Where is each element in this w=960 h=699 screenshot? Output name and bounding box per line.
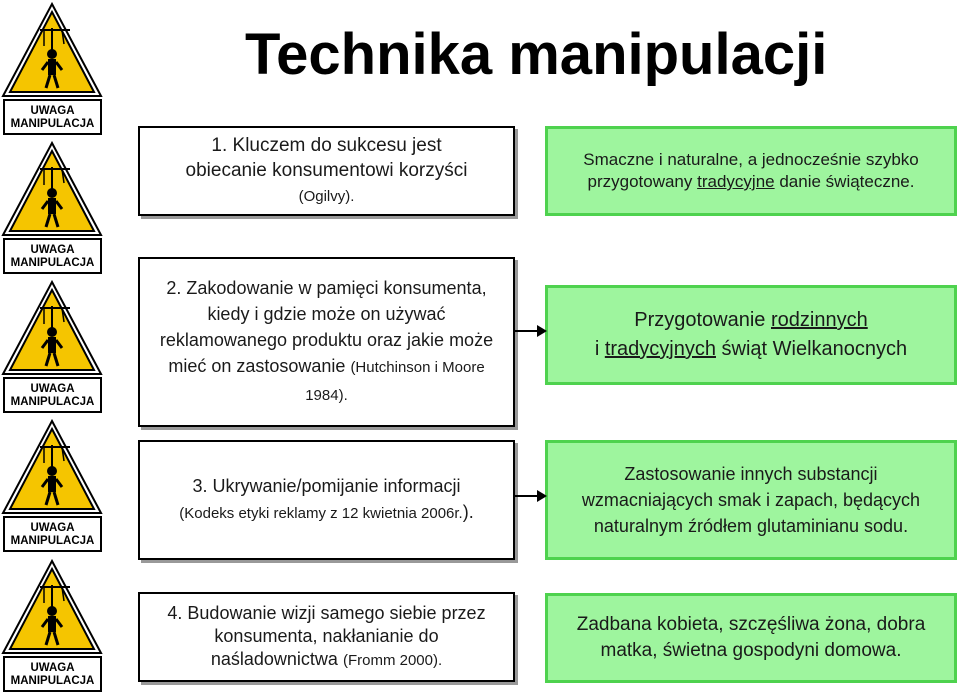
warning-sign	[0, 417, 105, 552]
technique-reference: (Kodeks etyki reklamy z 12 kwietnia 2006r.	[179, 505, 463, 522]
warning-sign	[0, 278, 105, 413]
technique-text: 4. Budowanie wizji samego siebie przez konsumenta, nakłanianie do naśladownictwa	[167, 603, 486, 669]
warning-sign	[0, 0, 105, 135]
example-box-1	[545, 126, 957, 216]
technique-reference: (Fromm 2000).	[342, 652, 443, 669]
warning-sign	[0, 139, 105, 274]
technique-box-3	[138, 440, 515, 560]
example-text: świąt Wielkanocnych	[721, 338, 908, 360]
example-text: Zadbana kobieta, szczęśliwa żona, dobra matka, świetna gospodyni domowa.	[576, 614, 926, 661]
example-text: i	[594, 338, 600, 360]
example-text: Zastosowanie innych substancji wzmacniających smak i zapach, będących naturalnym źródłem glutaminianu sodu.	[581, 464, 921, 536]
technique-text: 3. Ukrywanie/pomijanie informacji	[192, 476, 461, 496]
page-title: Technika manipulacji	[245, 22, 828, 87]
technique-box-2	[138, 257, 515, 427]
technique-box-4	[138, 592, 515, 682]
warning-triangle-icon	[0, 417, 105, 517]
example-text: danie świąteczne.	[779, 172, 915, 191]
warning-plate: UWAGA MANIPULACJA	[3, 99, 102, 135]
example-text: Smaczne i naturalne, a jednocześnie szybko przygotowany	[583, 150, 919, 191]
warning-sign	[0, 557, 105, 692]
example-emphasis: tradycyjne	[697, 172, 775, 191]
example-text: Przygotowanie	[634, 309, 766, 331]
example-emphasis: rodzinnych	[771, 309, 868, 331]
example-box-3	[545, 440, 957, 560]
technique-box-1	[138, 126, 515, 216]
technique-reference-end: ).	[462, 502, 474, 522]
warning-triangle-icon	[0, 139, 105, 239]
technique-reference: (Hutchinson i Moore 1984).	[305, 359, 485, 404]
technique-text: 1. Kluczem do sukcesu jest obiecanie konsumentowi korzyści	[185, 135, 468, 181]
example-box-4	[545, 593, 957, 683]
warning-plate: UWAGA MANIPULACJA	[3, 516, 102, 552]
technique-reference: (Ogilvy).	[298, 188, 355, 205]
example-emphasis: tradycyjnych	[604, 338, 716, 360]
warning-plate: UWAGA MANIPULACJA	[3, 377, 102, 413]
warning-triangle-icon	[0, 278, 105, 378]
warning-plate: UWAGA MANIPULACJA	[3, 238, 102, 274]
arrow-right-icon	[515, 320, 547, 342]
warning-triangle-icon	[0, 0, 105, 100]
warning-plate: UWAGA MANIPULACJA	[3, 656, 102, 692]
technique-text: 2. Zakodowanie w pamięci konsumenta, kiedy i gdzie może on używać reklamowanego produktu oraz jakie może mieć on zastosowanie	[159, 278, 494, 376]
example-box-2	[545, 285, 957, 385]
warning-triangle-icon	[0, 557, 105, 657]
arrow-right-icon	[515, 485, 547, 507]
